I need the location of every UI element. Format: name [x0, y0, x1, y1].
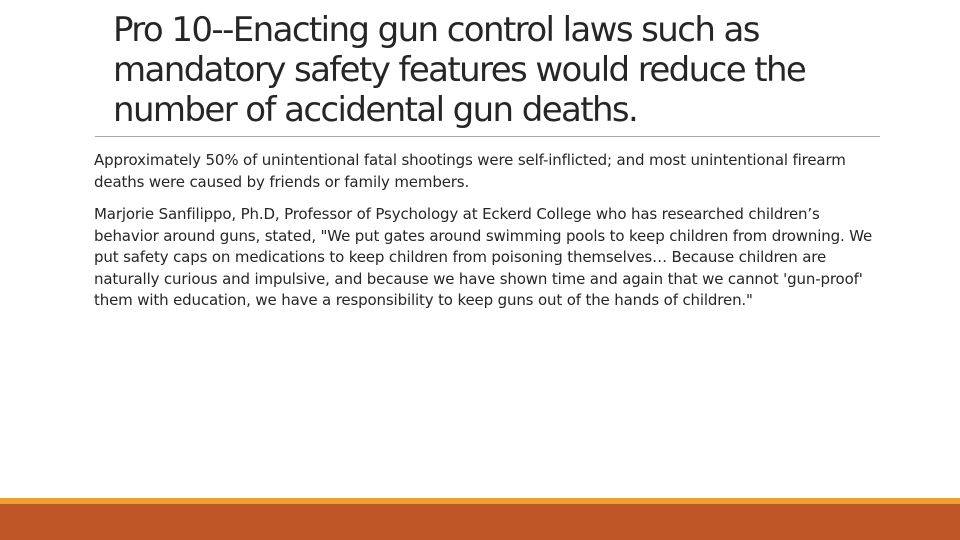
slide-title: Pro 10--Enacting gun control laws such as mandatory safety features would reduce the number of accidental gun deaths.: [113, 10, 806, 130]
title-divider: [95, 136, 880, 137]
paragraph-statistic: Approximately 50% of unintentional fatal shootings were self-inflicted; and most unintentional firearm deaths were caused by friends or family members.: [94, 151, 846, 191]
slide-body: [94, 150, 884, 323]
footer-band: [0, 504, 960, 540]
paragraph-quote: Marjorie Sanfilippo, Ph.D, Professor of Psychology at Eckerd College who has researched children’s behavior around guns, stated, "We put gates around swimming pools to keep children from drowning. We put safety caps on medications to keep children from poisoning themselves… Because children are naturally curious and impulsive, and because we have shown time and again that we cannot 'gun-proof' them with education, we have a responsibility to keep guns out of the hands of children.": [94, 205, 873, 309]
